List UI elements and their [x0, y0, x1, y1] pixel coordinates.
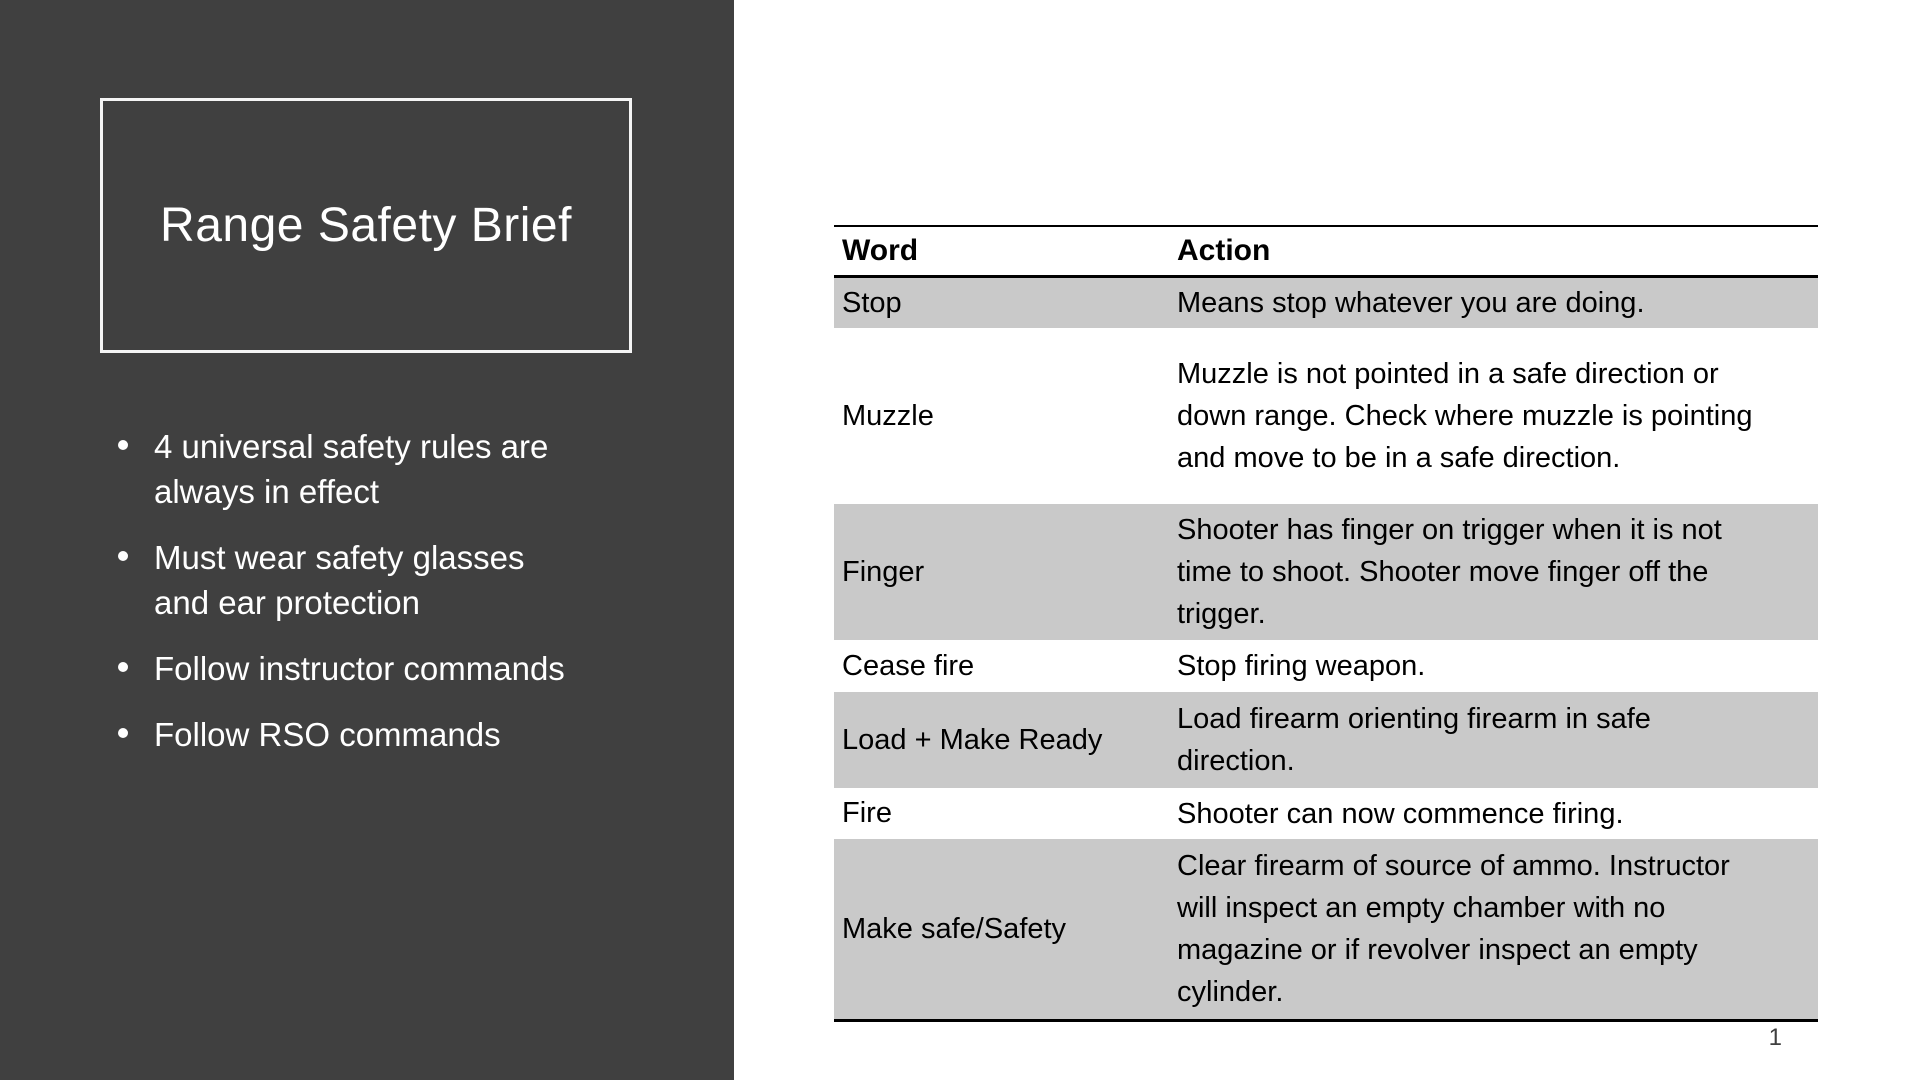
- action-line: and move to be in a safe direction.: [1177, 442, 1621, 474]
- action-cell: [1177, 278, 1818, 328]
- table-row: [834, 278, 1818, 328]
- action-line: Shooter can now commence firing.: [1177, 797, 1624, 830]
- word-cell: Cease fire: [842, 649, 975, 682]
- action-line: Load firearm orienting firearm in safe: [1177, 703, 1651, 735]
- bullet-icon: [118, 662, 128, 672]
- bullet-icon: [118, 440, 128, 450]
- column-header-action: Action: [1177, 234, 1271, 267]
- word-cell: Fire: [842, 797, 892, 829]
- table-header-row: [834, 227, 1818, 278]
- word-cell: Make safe/Safety: [842, 912, 1067, 945]
- action-line: Muzzle is not pointed in a safe direction or: [1177, 358, 1719, 390]
- action-cell: [1177, 839, 1818, 1019]
- left-dark-panel: [0, 0, 734, 1080]
- action-line: Clear firearm of source of ammo. Instructor: [1177, 850, 1730, 882]
- action-cell: [1177, 640, 1818, 692]
- action-line: cylinder.: [1177, 976, 1284, 1008]
- table-row: [834, 692, 1818, 788]
- bullet-line: Must wear safety glasses: [154, 539, 525, 576]
- action-cell: [1177, 692, 1818, 788]
- action-line: Stop firing weapon.: [1177, 650, 1426, 682]
- list-item: [118, 646, 598, 691]
- bullet-line: Follow instructor commands: [154, 650, 565, 687]
- bullet-line: and ear protection: [154, 584, 421, 621]
- bullet-line: 4 universal safety rules are: [154, 428, 549, 465]
- action-line: time to shoot. Shooter move finger off the: [1177, 556, 1709, 588]
- word-cell: Stop: [842, 286, 902, 319]
- action-line: magazine or if revolver inspect an empty: [1177, 934, 1698, 966]
- word-cell: Load + Make Ready: [842, 723, 1103, 756]
- list-item: [118, 712, 598, 757]
- table-row: [834, 640, 1818, 692]
- table-row: [834, 328, 1818, 504]
- action-line: down range. Check where muzzle is pointing: [1177, 400, 1753, 432]
- bullet-line: always in effect: [154, 473, 380, 510]
- page-number: 1: [1768, 1024, 1782, 1051]
- bullet-text: [154, 424, 548, 514]
- table-row: [834, 504, 1818, 640]
- action-line: Means stop whatever you are doing.: [1177, 287, 1645, 319]
- word-cell: Finger: [842, 555, 925, 588]
- bullet-text: [154, 535, 524, 625]
- column-header-word: Word: [842, 234, 919, 267]
- commands-table: [834, 225, 1818, 1022]
- bullet-text: [154, 646, 565, 691]
- list-item: [118, 535, 598, 625]
- bullet-list: [118, 424, 598, 778]
- bullet-icon: [118, 728, 128, 738]
- action-cell: [1177, 504, 1818, 640]
- action-cell: [1177, 328, 1818, 504]
- action-line: Shooter has finger on trigger when it is not: [1177, 514, 1722, 546]
- table-row: [834, 839, 1818, 1019]
- word-cell: Muzzle: [842, 399, 934, 432]
- table-row: [834, 788, 1818, 839]
- action-line: direction.: [1177, 745, 1295, 777]
- bullet-text: [154, 712, 501, 757]
- action-line: trigger.: [1177, 598, 1266, 630]
- bullet-icon: [118, 551, 128, 561]
- action-line: will inspect an empty chamber with no: [1177, 892, 1666, 924]
- list-item: [118, 424, 598, 514]
- bullet-line: Follow RSO commands: [154, 716, 501, 753]
- action-cell: [1177, 788, 1818, 839]
- title-box: [100, 98, 632, 353]
- slide-title: Range Safety Brief: [160, 199, 572, 252]
